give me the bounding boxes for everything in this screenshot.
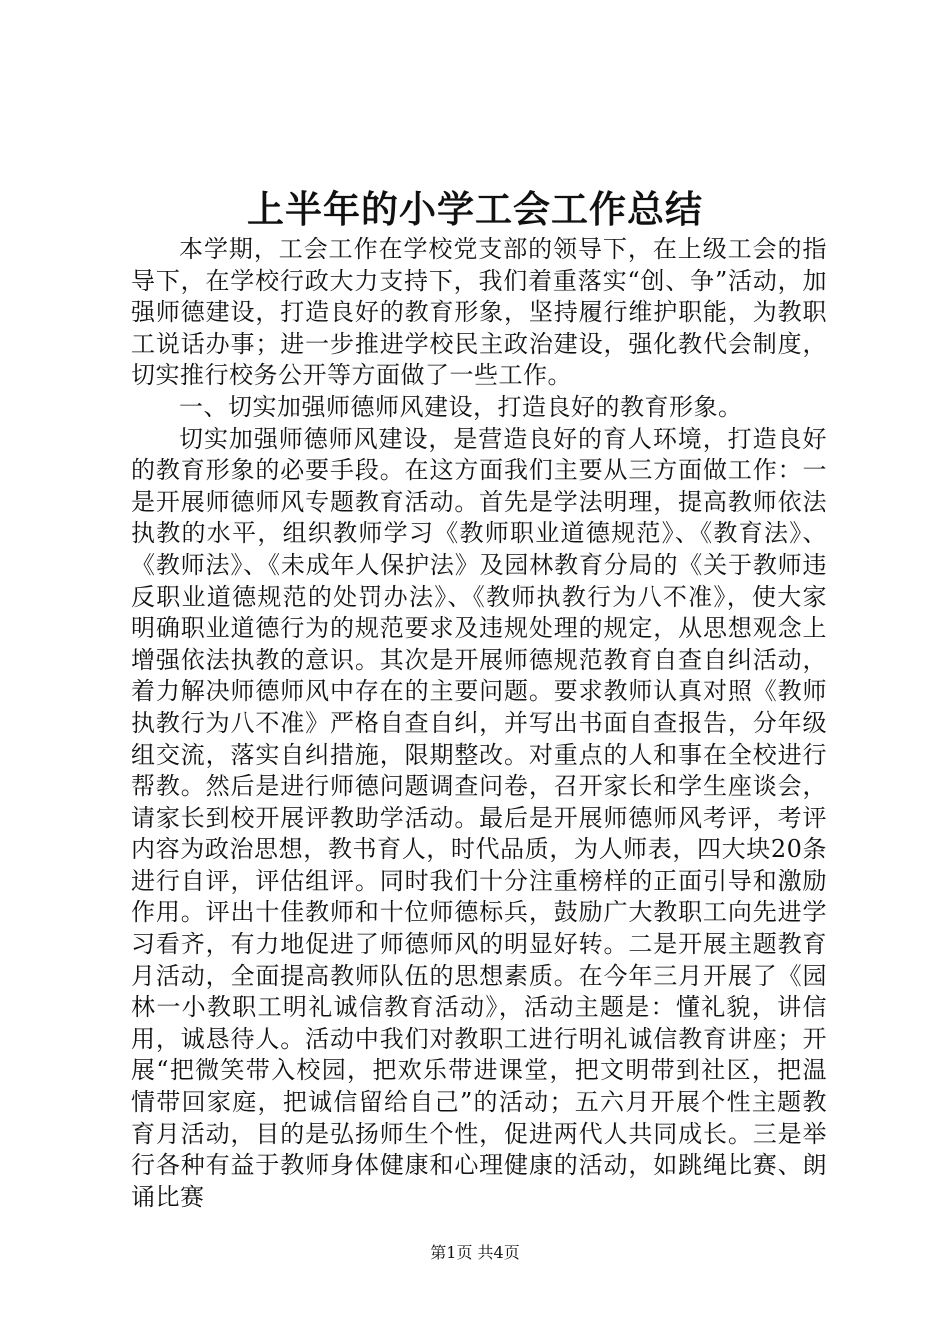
paragraph-intro: 本学期，工会工作在学校党支部的领导下，在上级工会的指导下，在学校行政大力支持下，我们着重落实“创、争”活动，加强师德建设，打造良好的教育形象，坚持履行维护职能，为教职工说话办事；进一步推进学校民主政治建设，强化教代会制度，切实推行校务公开等方面做了一些工作。 [131, 235, 827, 390]
document-title: 上半年的小学工会工作总结 [247, 187, 703, 231]
page-footer: 第1页 共4页 [430, 1243, 520, 1262]
section-heading-1: 一、切实加强师德师风建设，打造良好的教育形象。 [179, 392, 743, 421]
document-body [131, 234, 827, 1213]
paragraph-section-1: 切实加强师德师风建设，是营造良好的育人环境，打造良好的教育形象的必要手段。在这方面我们主要从三方面做工作：一是开展师德师风专题教育活动。首先是学法明理，提高教师依法执教的水平，组织教师学习《教师职业道德规范》、《教育法》、《教师法》、《未成年人保护法》及园林教育分局的《关于教师违反职业道德规范的处罚办法》、《教师执教行为八不准》，使大家明确职业道德行为的规范要求及违规处理的规定，从思想观念上增强依法执教的意识。其次是开展师德规范教育自查自纠活动，着力解决师德师风中存在的主要问题。要求教师认真对照《教师执教行为八不准》严格自查自纠，并写出书面自查报告，分年级组交流，落实自纠措施，限期整改。对重点的人和事在全校进行帮教。然后是进行师德问题调查问卷，召开家长和学生座谈会，请家长到校开展评教助学活动。最后是开展师德师风考评，考评内容为政治思想，教书育人，时代品质，为人师表，四大块20条进行自评，评估组评。同时我们十分注重榜样的正面引导和激励作用。评出十佳教师和十位师德标兵，鼓励广大教职工向先进学习看齐，有力地促进了师德师风的明显好转。二是开展主题教育月活动，全面提高教师队伍的思想素质。在今年三月开展了《园林一小教职工明礼诚信教育活动》，活动主题是：懂礼貌，讲信用，诚恳待人。活动中我们对教职工进行明礼诚信教育讲座；开展“把微笑带入校园，把欢乐带进课堂，把文明带到社区，把温情带回家庭，把诚信留给自己”的活动；五六月开展个性主题教育月活动，目的是弘扬师生个性，促进两代人共同成长。三是举行各种有益于教师身体健康和心理健康的活动，如跳绳比赛、朗诵比赛 [131, 424, 827, 1211]
